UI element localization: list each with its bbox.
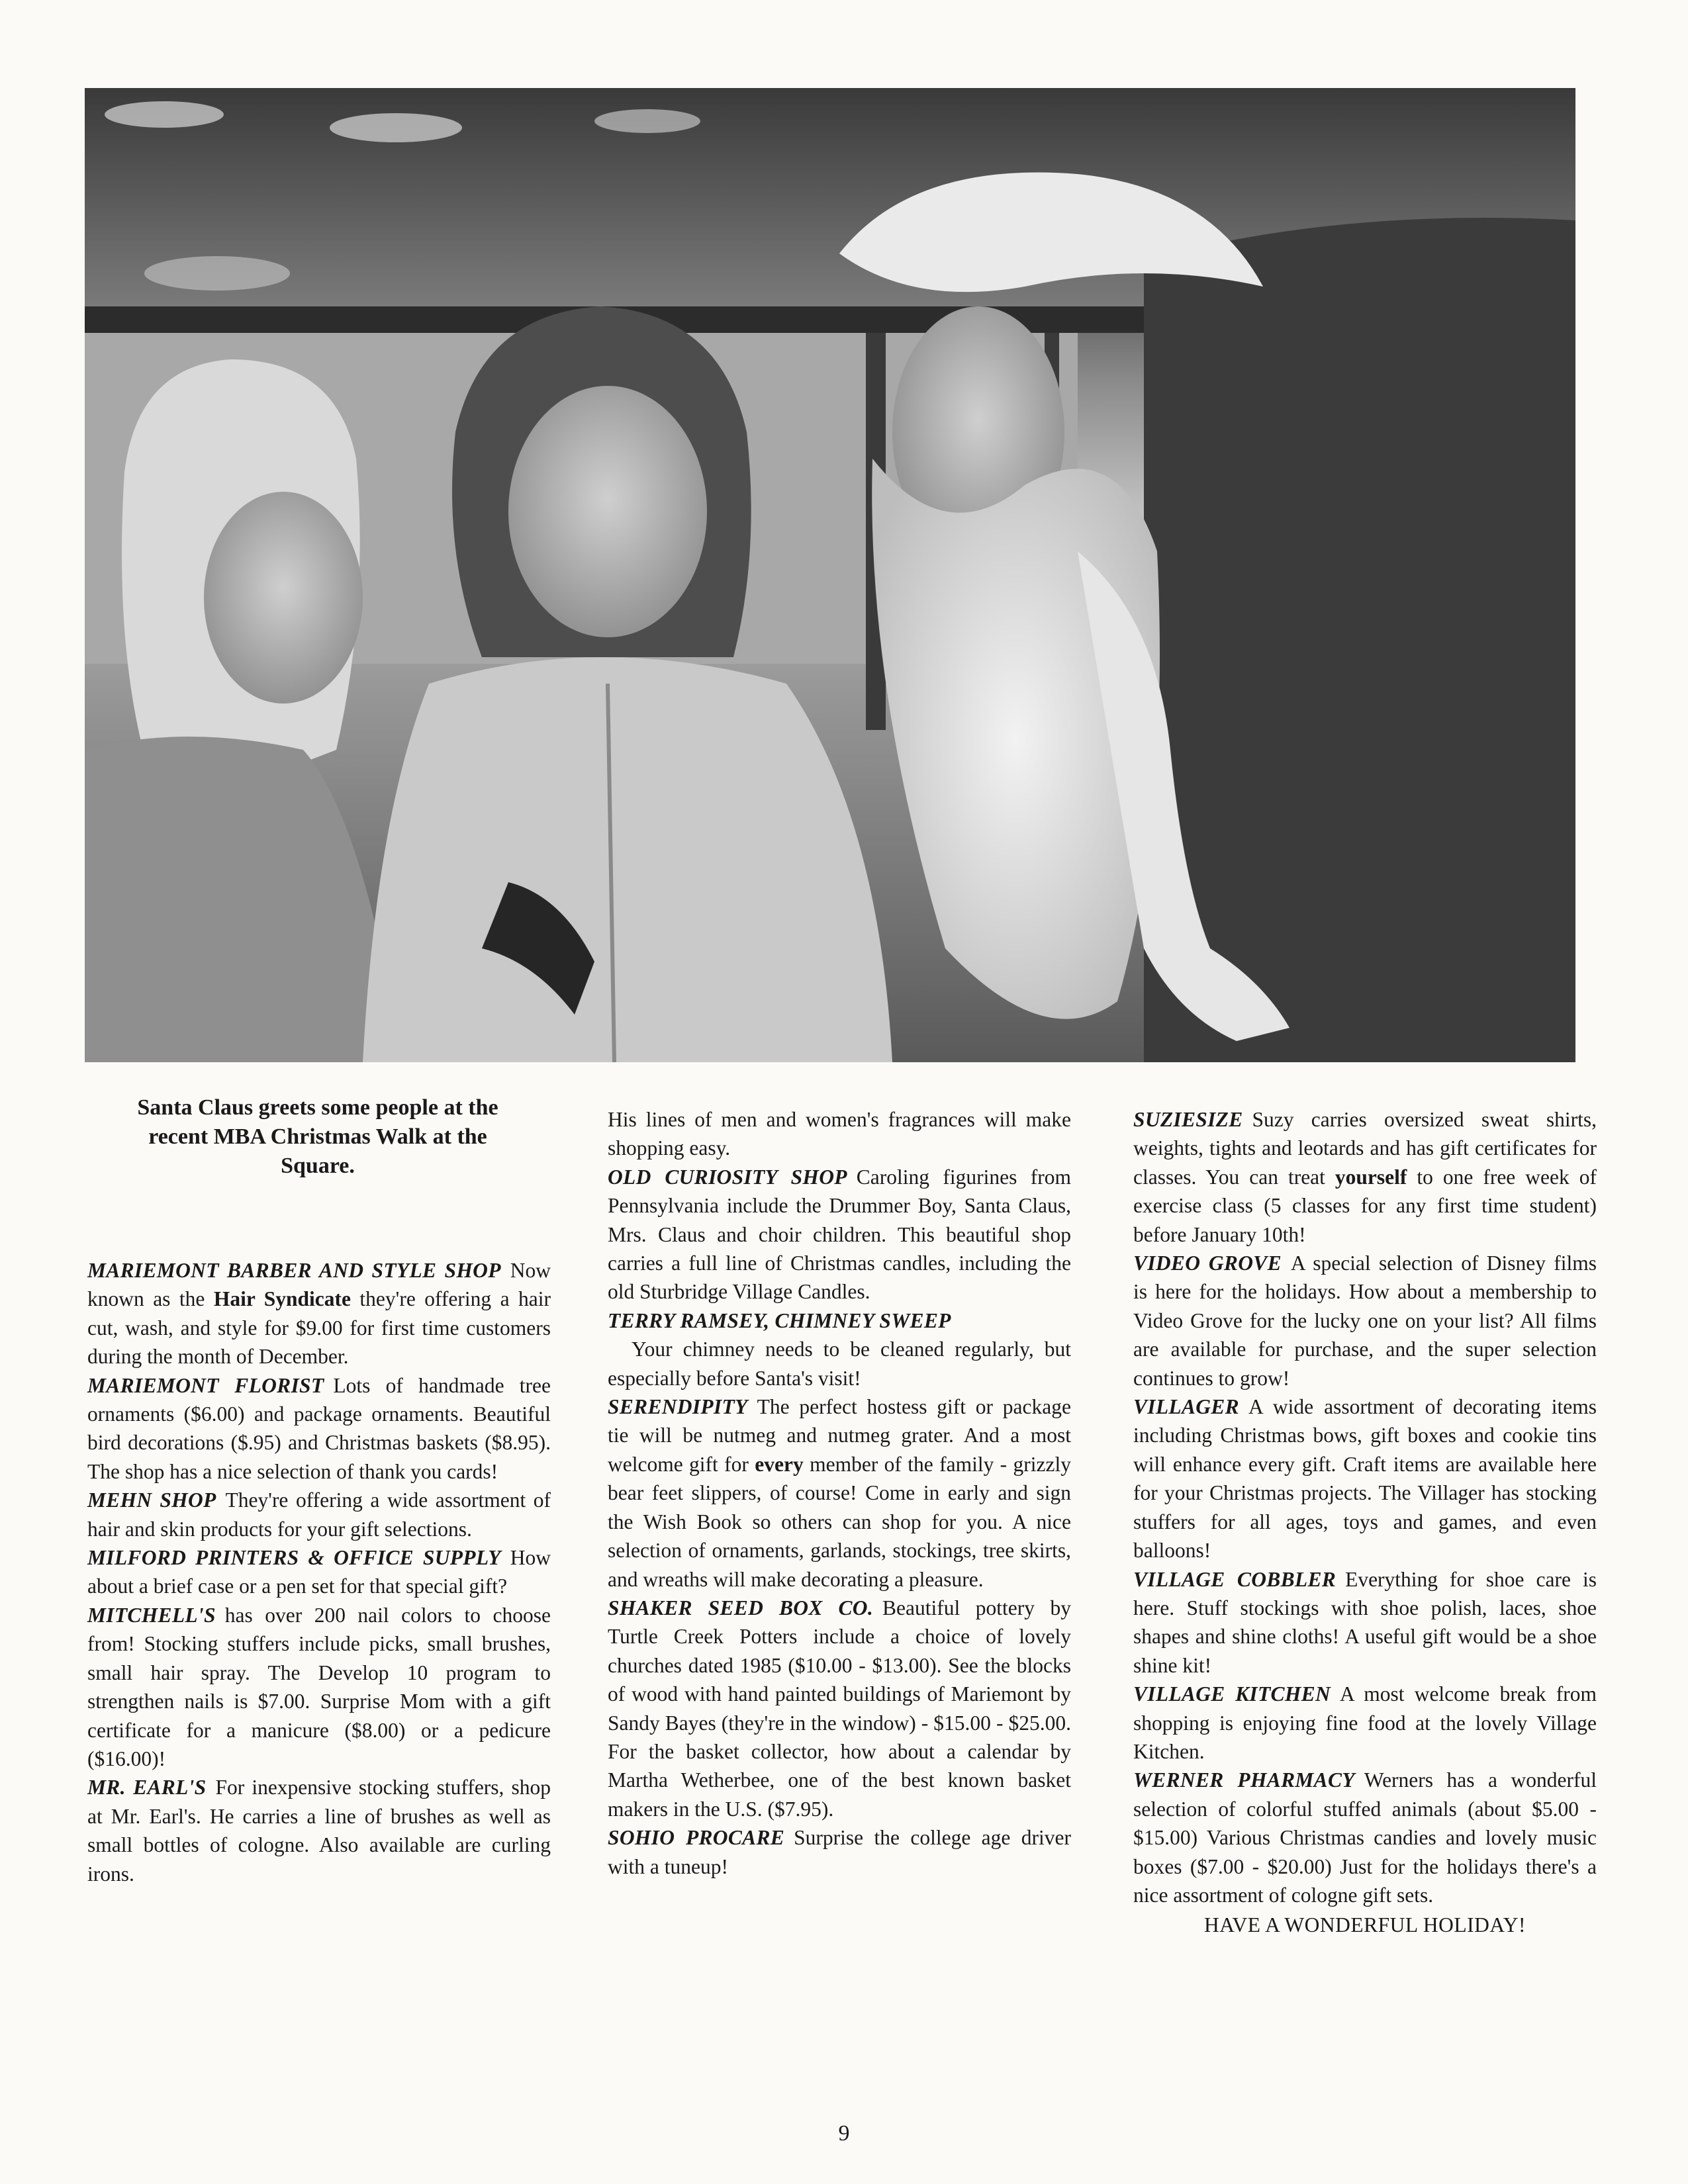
entry-text: A special selection of Disney films is here for the holidays. How about a membership to Video Grove for the lucky one on your list? All films are available for purchase, and the super selection continues to grow! <box>1133 1251 1597 1390</box>
entry-text: The perfect hostess gift or package tie will be nutmeg and nutmeg grater. And a most welcome gift for <box>608 1395 1071 1476</box>
entry-text: His lines of men and women's fragrances will make shopping easy. <box>608 1108 1071 1160</box>
entry-text: For inexpensive stocking stuffers, shop at Mr. Earl's. He carries a line of brushes as well as small bottles of cologne. Also available are curling irons. <box>87 1776 551 1886</box>
entry-text: Werners has a wonderful selection of colorful stuffed animals (about $5.00 - $15.00) Various Christmas candies and lovely music boxes ($7.00 - $20.00) Just for the holidays there's a nice assortment of cologne gift sets. <box>1133 1768 1597 1907</box>
entry-text: Suzy carries oversized sweat shirts, weights, tights and leotards and has gift certificates for classes. You can treat <box>1133 1108 1597 1189</box>
entry-text: They're offering a wide assortment of hair and skin products for your gift selections. <box>87 1488 551 1541</box>
closing-line: HAVE A WONDERFUL HOLIDAY! <box>1204 1913 1526 1937</box>
entry-text: member of the family - grizzly bear feet slippers, of course! Come in early and sign the Wish Book so others can shop for you. A nice selection of ornaments, garlands, stockings, tree skirts, and wreaths will make decorating a pleasure. <box>608 1452 1071 1591</box>
entry-text: to one free week of exercise class (5 classes for any first time student) before January 10th! <box>1133 1165 1597 1246</box>
shop-name: MARIEMONT FLORIST <box>87 1373 324 1397</box>
shop-name: VILLAGE COBBLER <box>1133 1567 1336 1591</box>
entry-suziesize <box>1133 1105 1597 1249</box>
entry-barber <box>87 1256 551 1371</box>
shop-name: MARIEMONT BARBER AND STYLE SHOP <box>87 1259 501 1282</box>
entry-serendipity <box>608 1392 1071 1594</box>
entry-text: A wide assortment of decorating items including Christmas bows, gift boxes and cookie tins will enhance every gift. Craft items are available here for your Christmas projects. The Villager has stocking stuffers for all ages, toys and games, and even balloons! <box>1133 1395 1597 1563</box>
entry-text: Surprise the college age driver with a tuneup! <box>608 1826 1071 1878</box>
photo-illustration <box>85 88 1575 1062</box>
entry-text: How about a brief case or a pen set for that special gift? <box>87 1546 551 1598</box>
photo-caption: Santa Claus greets some people at the recent MBA Christmas Walk at the Square. <box>137 1095 498 1178</box>
shop-name: MR. EARL'S <box>87 1776 207 1799</box>
entry-text: Your chimney needs to be cleaned regularly, but especially before Santa's visit! <box>608 1338 1071 1390</box>
entry-bold: Hair Syndicate <box>213 1287 351 1311</box>
shop-name: VILLAGE KITCHEN <box>1133 1682 1331 1706</box>
shop-name: MEHN SHOP <box>87 1488 216 1512</box>
shop-name: TERRY RAMSEY, CHIMNEY SWEEP <box>608 1308 951 1332</box>
entry-milford <box>87 1543 551 1601</box>
entry-chimney-sweep <box>608 1306 1071 1392</box>
entry-video-grove <box>1133 1249 1597 1392</box>
shop-name: SHAKER SEED BOX CO. <box>608 1596 874 1619</box>
entry-bold: every <box>755 1452 804 1476</box>
entry-shaker-seed <box>608 1594 1071 1823</box>
entry-text: Caroling figurines from Pennsylvania include the Drummer Boy, Santa Claus, Mrs. Claus and choir children. This beautiful shop carries a full line of Christmas candles, including the old Sturbridge Village Candles. <box>608 1165 1071 1304</box>
entry-sohio <box>608 1823 1071 1881</box>
shop-name: VILLAGER <box>1133 1395 1239 1419</box>
entry-villager <box>1133 1392 1597 1565</box>
entry-florist <box>87 1371 551 1486</box>
entry-text: Lots of handmade tree ornaments ($6.00) and package ornaments. Beautiful bird decorations ($.95) and Christmas baskets ($8.95). The shop has a nice selection of thank you cards! <box>87 1373 551 1483</box>
shop-name: VIDEO GROVE <box>1133 1251 1282 1275</box>
column-1 <box>87 1256 551 1888</box>
entry-mitchells <box>87 1601 551 1773</box>
shop-name: MITCHELL'S <box>87 1603 216 1627</box>
entry-mehn <box>87 1486 551 1543</box>
shop-name: SOHIO PROCARE <box>608 1826 785 1850</box>
entry-text: Everything for shoe care is here. Stuff stockings with shoe polish, laces, shoe shapes and shine cloths! A useful gift would be a shoe shine kit! <box>1133 1567 1597 1677</box>
entry-continuation <box>608 1105 1071 1163</box>
column-2 <box>608 1105 1071 1881</box>
entry-bold: yourself <box>1335 1165 1407 1189</box>
page-number: 9 <box>838 2121 850 2146</box>
entry-text: they're offering a hair cut, wash, and style for $9.00 for first time customers during the month of December. <box>87 1287 551 1369</box>
shop-name: SUZIESIZE <box>1133 1108 1243 1131</box>
entry-text: has over 200 nail colors to choose from! Stocking stuffers include picks, small brushes, small hair spray. The Develop 10 program to strengthen nails is $7.00. Surprise Mom with a gift certificate for a manicure ($8.00) or a pedicure ($16.00)! <box>87 1603 551 1770</box>
entry-text: A most welcome break from shopping is enjoying fine food at the lovely Village Kitchen. <box>1133 1682 1597 1763</box>
entry-village-kitchen <box>1133 1680 1597 1766</box>
column-3 <box>1133 1105 1597 1940</box>
shop-name: SERENDIPITY <box>608 1395 748 1419</box>
shop-name: WERNER PHARMACY <box>1133 1768 1355 1792</box>
entry-text: Now known as the <box>87 1259 551 1311</box>
entry-village-cobbler <box>1133 1565 1597 1680</box>
shop-name: OLD CURIOSITY SHOP <box>608 1165 847 1189</box>
entry-mr-earls <box>87 1773 551 1888</box>
entry-text: Beautiful pottery by Turtle Creek Potters include a choice of lovely churches dated 1985 ($10.00 - $13.00). See the blocks of wood with hand painted buildings of Mariemont by Sandy Bayes (they're in the window) - $15.00 - $25.00. For the basket collector, how about a calendar by Martha Wetherbee, one of the best known basket makers in the U.S. ($7.95). <box>608 1596 1071 1821</box>
santa-photo <box>85 88 1575 1062</box>
shop-name: MILFORD PRINTERS & OFFICE SUPPLY <box>87 1546 501 1570</box>
entry-werner-pharmacy <box>1133 1766 1597 1909</box>
entry-old-curiosity <box>608 1163 1071 1306</box>
